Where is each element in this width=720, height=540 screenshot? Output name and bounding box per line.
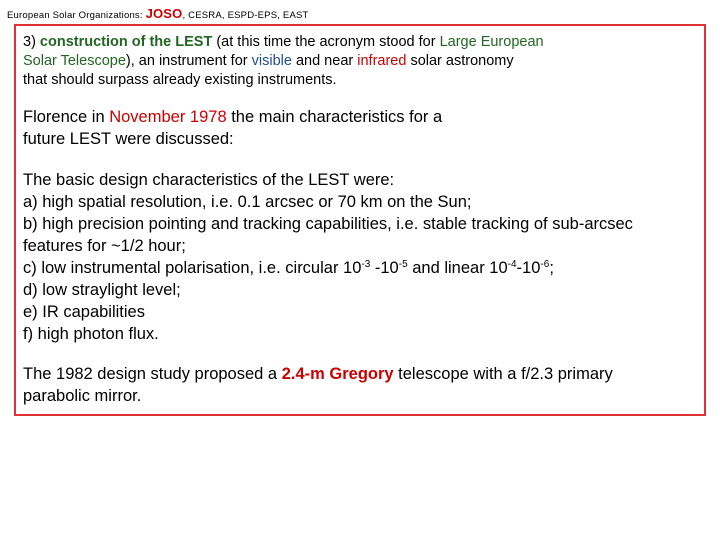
p1-text: and near	[291, 53, 358, 69]
p1-text: solar astronomy	[406, 53, 514, 69]
slide-content	[23, 33, 703, 407]
p4-text: parabolic mirror.	[23, 387, 142, 405]
p3-c-exponent: -3	[361, 259, 371, 270]
p1-text: that should surpass already existing instruments.	[23, 72, 337, 88]
p2-date: November 1978	[109, 108, 227, 126]
p3-c-exponent: -4	[507, 259, 517, 270]
p4-aperture: 2.4-m	[281, 365, 325, 383]
p1-lest-construction: construction of the LEST	[39, 34, 213, 50]
p2-text: Florence in	[23, 108, 110, 126]
p4-text: The 1982 design study proposed a	[23, 365, 282, 383]
paragraph-design-study	[23, 363, 703, 407]
p4-gregory: Gregory	[329, 365, 394, 383]
p3-item-b: b) high precision pointing and tracking capabilities, i.e. stable tracking of sub-arcsec	[23, 215, 633, 233]
p2-text: the main characteristics for a	[226, 108, 443, 126]
header-rest: , CESRA, ESPD-EPS, EAST	[182, 10, 309, 21]
p3-c-text: -10	[370, 259, 399, 277]
p3-intro: The basic design characteristics of the LEST were:	[23, 171, 395, 189]
p1-large-european: Large European	[439, 34, 544, 50]
header-joso: JOSO	[145, 6, 183, 21]
p3-c-text: c) low instrumental polarisation, i.e. circular 10	[23, 259, 362, 277]
p1-infrared: infrared	[357, 53, 407, 69]
paragraph-design-characteristics	[23, 169, 703, 345]
header-prefix: European Solar Organizations:	[7, 10, 146, 21]
p3-item-e: e) IR capabilities	[23, 303, 145, 321]
p3-item-c	[23, 259, 554, 277]
p1-text: ), an instrument for	[125, 53, 252, 69]
p3-c-text: -10	[516, 259, 541, 277]
p3-c-exponent: -5	[398, 259, 408, 270]
p3-item-a: a) high spatial resolution, i.e. 0.1 arcsec or 70 km on the Sun;	[23, 193, 472, 211]
p4-text: telescope with a f/2.3 primary	[393, 365, 613, 383]
p3-item-f: f) high photon flux.	[23, 325, 159, 343]
p1-text: 3)	[23, 34, 40, 50]
p3-item-d: d) low straylight level;	[23, 281, 181, 299]
p1-text: (at this time the acronym stood for	[212, 34, 440, 50]
p3-item-b-cont: features for ~1/2 hour;	[23, 237, 186, 255]
p3-c-text: and linear 10	[407, 259, 508, 277]
paragraph-lest-construction	[23, 33, 703, 90]
p2-text: future LEST were discussed:	[23, 130, 234, 148]
p3-c-text: ;	[549, 259, 554, 277]
slide-header	[7, 6, 309, 21]
p1-solar-telescope: Solar Telescope	[23, 53, 126, 69]
p3-c-exponent: -6	[540, 259, 550, 270]
p1-visible: visible	[251, 53, 292, 69]
paragraph-florence	[23, 106, 703, 150]
